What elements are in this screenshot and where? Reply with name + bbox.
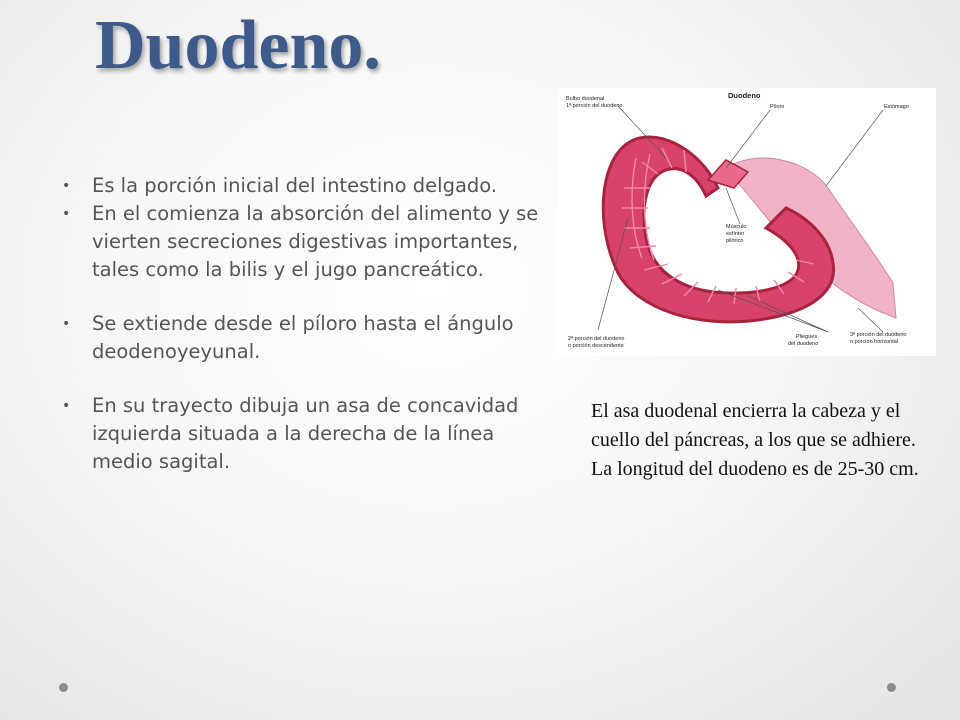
slide-title: Duodeno. [95, 7, 381, 84]
label-musculo-1: Músculo [726, 224, 747, 230]
label-segunda-1: 2ª porción del duodeno [568, 336, 625, 342]
decorative-dot [59, 683, 68, 692]
duodenum-illustration [558, 88, 936, 356]
label-pliegues-1: Pliegues [796, 334, 818, 340]
bullet-item: • Se extiende desde el píloro hasta el ángulo deodenoyeyunal. [62, 310, 540, 366]
bullet-item: • En el comienza la absorción del alimento y se vierten secreciones digestivas importantes, tales como la bilis y el jugo pancreático. [62, 200, 540, 284]
label-estomago: Estómago [884, 104, 909, 110]
label-tercera-1: 3ª porción del duodeno [850, 332, 907, 338]
caption-line: El asa duodenal encierra la cabeza y el cuello del páncreas, a los que se adhiere. [591, 400, 916, 451]
label-musculo-3: pilórico [726, 238, 744, 244]
label-bulbo-1: Bulbo duodenal [566, 96, 605, 102]
label-pliegues-2: del duodeno [788, 341, 819, 347]
bullet-list [62, 172, 540, 476]
bullet-item: • En su trayecto dibuja un asa de concavidad izquierda situada a la derecha de la línea medio sagital. [62, 392, 540, 476]
figure-caption [591, 397, 931, 484]
bullet-item: • Es la porción inicial del intestino delgado. [62, 172, 540, 200]
figure-title: Duodeno [728, 91, 761, 100]
decorative-dot [887, 683, 896, 692]
label-tercera-2: o porción horizontal [850, 339, 899, 345]
label-segunda-2: o porción descendente [568, 343, 624, 349]
caption-line: La longitud del duodeno es de 25-30 cm. [591, 458, 919, 480]
label-musculo-2: esfínter [726, 231, 745, 237]
label-piloro: Píloro [770, 104, 785, 110]
label-bulbo-2: 1ª porción del duodeno [566, 103, 623, 109]
